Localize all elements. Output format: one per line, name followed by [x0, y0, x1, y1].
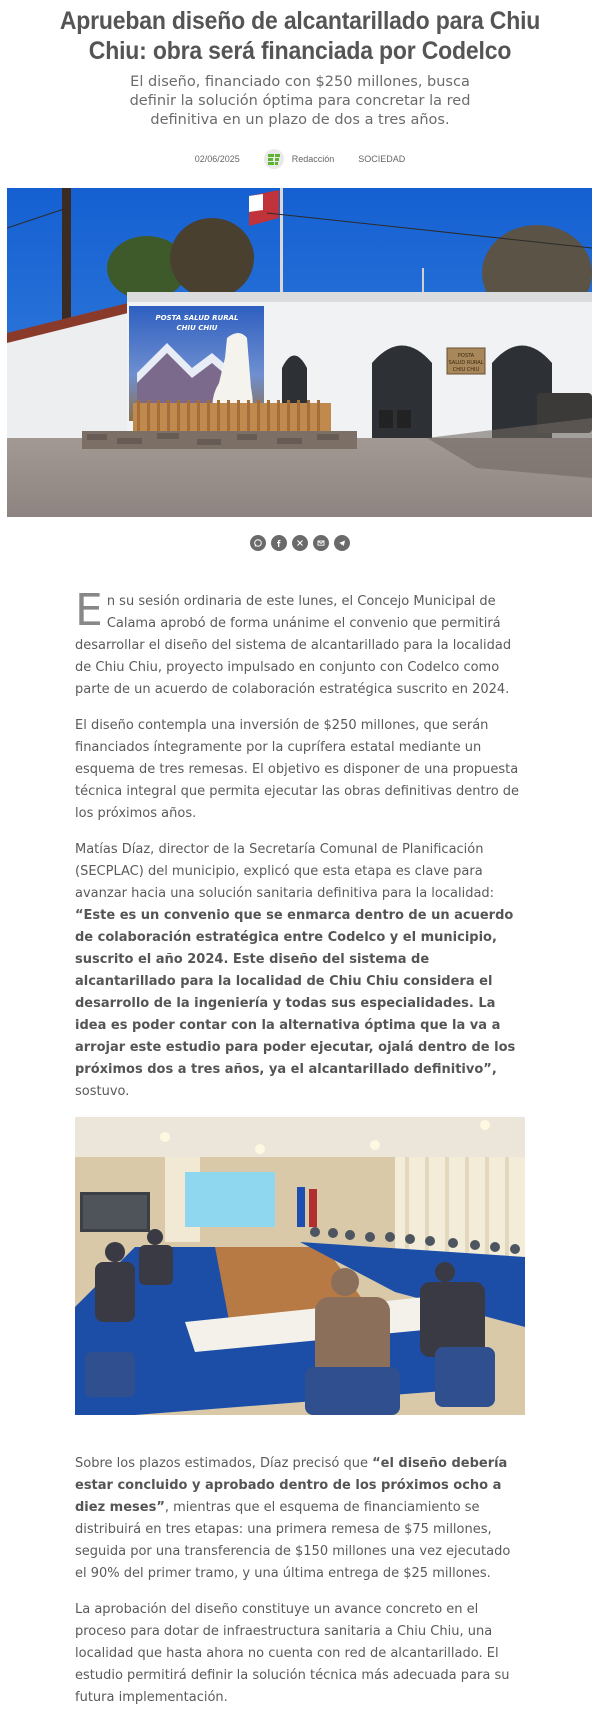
- hero-plaque-line2: SALUD RURAL: [448, 360, 484, 366]
- council-meeting-image: [75, 1117, 525, 1415]
- share-whatsapp-button[interactable]: [250, 535, 266, 551]
- email-icon: [316, 538, 326, 548]
- share-telegram-button[interactable]: [334, 535, 350, 551]
- hero-mural-line1: POSTA SALUD RURAL: [155, 314, 239, 322]
- share-email-button[interactable]: [313, 535, 329, 551]
- hero-mural-line2: CHIU CHIU: [176, 324, 218, 332]
- paragraph-4-end: , mientras que el esquema de financiamiento se distribuirá en tres etapas: una primera remesa de $75 millones, seguida por una transferencia de $150 millones una vez ejecutado el 90% del primer tramo, y una última entrega de $25 millones.: [75, 1500, 511, 1581]
- share-facebook-button[interactable]: [271, 535, 287, 551]
- paragraph-5: La aprobación del diseño constituye un avance concreto en el proceso para dotar de infraestructura sanitaria a Chiu Chiu, una localidad que hasta ahora no cuenta con red de alcantarillado. El estudio permitirá definir la solución técnica más adecuada para su futura implementación.: [75, 1602, 510, 1705]
- article-page: [0, 6, 600, 1709]
- author-name[interactable]: Redacción: [291, 154, 335, 164]
- paragraph-3-quote: “Este es un convenio que se enmarca dentro de un acuerdo de colaboración estratégica entre Codelco y el municipio, suscrito el año 2024. Este diseño del sistema de alcantarillado para la localidad de Chiu Chiu considera el desarrollo de la ingeniería y todas sus especialidades. La idea es poder contar con la alternativa óptima que la va a arrojar este estudio para poder ejecutar, ojalá dentro de los próximos dos a tres años, ya el alcantarillado definitivo”,: [75, 908, 516, 1077]
- paragraph-3-intro: Matías Díaz, director de la Secretaría Comunal de Planificación (SECPLAC) del municipio, explicó que esta etapa es clave para avanzar hacia una solución sanitaria definitiva para la localidad:: [75, 842, 495, 901]
- paragraph-1: [75, 585, 525, 701]
- article-headline: Aprueban diseño de alcantarillado para Chiu Chiu: obra será financiada por Codelco: [59, 7, 541, 65]
- paragraph-3-end: sostuvo.: [75, 1084, 130, 1099]
- hero-plaque-line3: CHIU CHIU: [452, 367, 480, 373]
- share-x-button[interactable]: [292, 535, 308, 551]
- paragraph-4-quote: “el diseño debería estar concluido y aprobado dentro de los próximos ocho a diez meses”: [75, 1456, 508, 1515]
- article-subtitle: El diseño, financiado con $250 millones, busca definir la solución óptima para concretar la red definitiva en un plazo de dos a tres años.: [129, 74, 471, 128]
- article-meta: [0, 148, 600, 170]
- paragraph-3: [75, 839, 525, 1103]
- publish-date: 02/06/2025: [194, 154, 240, 164]
- author-avatar-icon: [264, 149, 284, 169]
- hero-plaque-line1: POSTA: [457, 353, 475, 359]
- paragraph-2: El diseño contempla una inversión de $250 millones, que serán financiados íntegramente por la cuprífera estatal mediante un esquema de tres remesas. El objetivo es disponer de una propuesta técnica integral que permita ejecutar las obras definitivas dentro de los próximos años.: [75, 718, 520, 821]
- paragraph-4: [75, 1453, 525, 1585]
- share-bar: [0, 535, 600, 551]
- paragraph-4-intro: Sobre los plazos estimados, Díaz precisó que: [75, 1456, 373, 1471]
- whatsapp-icon: [253, 538, 263, 548]
- drop-cap: E: [75, 585, 103, 636]
- paragraph-1-text: n su sesión ordinaria de este lunes, el Concejo Municipal de Calama aprobó de forma unánime el convenio que permitirá desarrollar el diseño del sistema de alcantarillado para la localidad de Chiu Chiu, proyecto impulsado en conjunto con Codelco como parte de un acuerdo de colaboración estratégica suscrito en 2024.: [75, 594, 512, 697]
- x-icon: [295, 538, 305, 548]
- category-link[interactable]: SOCIEDAD: [358, 154, 406, 164]
- article-body: [75, 585, 525, 1709]
- telegram-icon: [337, 538, 347, 548]
- hero-image: [7, 188, 592, 517]
- facebook-icon: [274, 538, 284, 548]
